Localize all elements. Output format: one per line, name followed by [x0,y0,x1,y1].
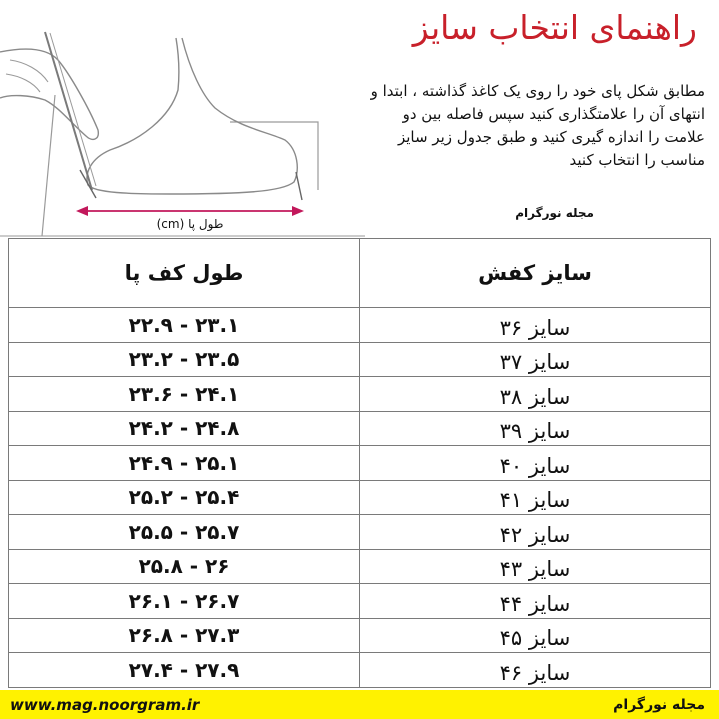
shoe-size-cell: سایز ۳۸ [360,377,711,412]
shoe-size-cell: سایز ۴۰ [360,446,711,481]
table-row [9,549,711,584]
table-row [9,342,711,377]
hand-fingers [6,60,48,92]
paper-sheet-outline [42,95,55,236]
shoe-size-cell: سایز ۴۴ [360,584,711,619]
table-row [9,411,711,446]
shoe-size-cell: سایز ۳۶ [360,308,711,343]
page-title: راهنمای انتخاب سایز [412,8,697,47]
table-row [9,377,711,412]
instructions-text: مطابق شکل پای خود را روی یک کاغذ گذاشته ، ابتدا و انتهای آن را علامتگذاری کنید سپس فاصله بین دو علامت را اندازه گیری کنید و طبق جدول زیر سایز مناسب را انتخاب کنید [370,82,705,169]
shoe-size-cell: سایز ۴۲ [360,515,711,550]
shoe-size-cell: سایز ۴۵ [360,618,711,653]
shoe-size-cell: سایز ۴۳ [360,549,711,584]
shoe-size-cell: سایز ۴۱ [360,480,711,515]
table-row [9,618,711,653]
hand-icon [0,49,98,139]
foot-length-cell: ۲۲.۹ - ۲۳.۱ [9,308,360,343]
footer-bar [0,690,719,719]
foot-length-cell: ۲۷.۴ - ۲۷.۹ [9,653,360,688]
foot-length-caption: طول پا (cm) [156,217,224,231]
size-table-container [8,238,711,690]
foot-length-cell: ۲۵.۵ - ۲۵.۷ [9,515,360,550]
footer-brand: مجله نورگرام [613,696,705,713]
paper-sheet-edge [230,122,318,190]
foot-length-cell: ۲۳.۲ - ۲۳.۵ [9,342,360,377]
foot-outline-icon [87,38,297,194]
foot-length-cell: ۲۳.۶ - ۲۴.۱ [9,377,360,412]
foot-length-cell: ۲۵.۲ - ۲۵.۴ [9,480,360,515]
header-foot-length: طول کف پا [9,239,360,308]
table-row [9,653,711,688]
foot-length-cell: ۲۴.۲ - ۲۴.۸ [9,411,360,446]
table-row [9,446,711,481]
table-row [9,480,711,515]
header-shoe-size: سایز کفش [360,239,711,308]
magazine-mark: مجله نورگرام [515,206,594,220]
foot-length-cell: ۲۵.۸ - ۲۶ [9,549,360,584]
shoe-size-cell: سایز ۴۶ [360,653,711,688]
table-header-row [9,239,711,308]
arrow-right-head-icon [292,206,304,216]
arrow-left-head-icon [76,206,88,216]
shoe-size-cell: سایز ۳۹ [360,411,711,446]
foot-length-cell: ۲۶.۸ - ۲۷.۳ [9,618,360,653]
footer-url-link[interactable]: www.mag.noorgram.ir [10,695,200,714]
foot-measurement-illustration [0,0,365,238]
table-row [9,515,711,550]
table-row [9,584,711,619]
toe-mark [296,172,302,200]
table-row [9,308,711,343]
foot-length-cell: ۲۶.۱ - ۲۶.۷ [9,584,360,619]
size-chart-table [8,238,711,688]
pen-icon [45,32,92,190]
shoe-size-cell: سایز ۳۷ [360,342,711,377]
foot-length-cell: ۲۴.۹ - ۲۵.۱ [9,446,360,481]
